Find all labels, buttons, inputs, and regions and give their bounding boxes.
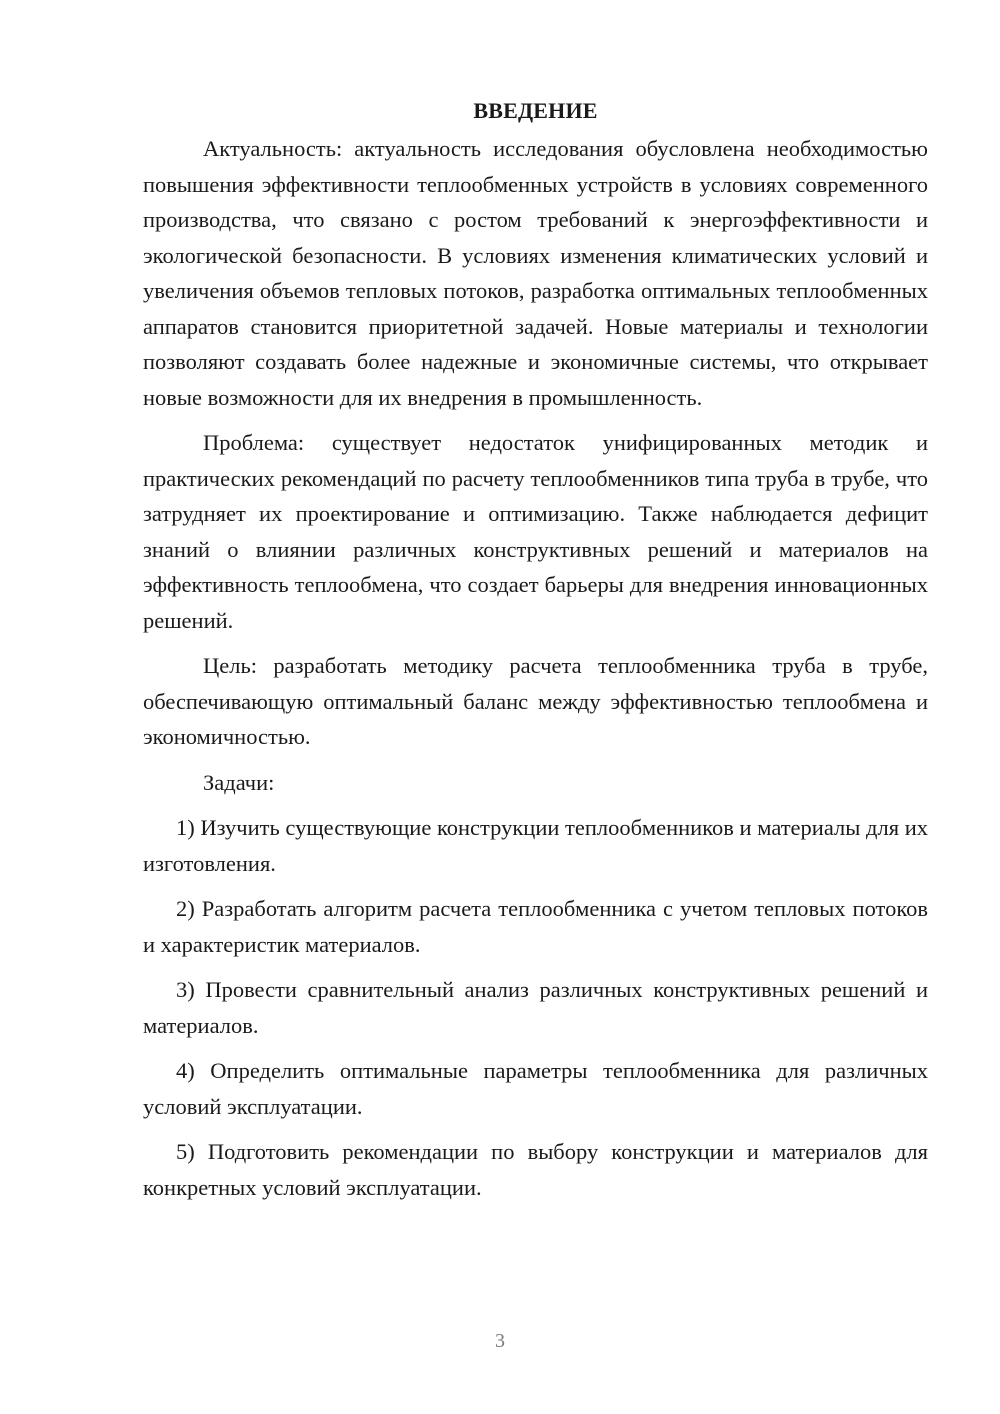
task-item: 1) Изучить существующие конструкции теплообменников и материалы для их изготовления. <box>143 815 928 876</box>
tasks-heading: Задачи: <box>203 769 275 795</box>
section-title: ВВЕДЕНИЕ <box>473 98 598 123</box>
task-item: 2) Разработать алгоритм расчета теплообменника с учетом тепловых потоков и характеристик материалов. <box>143 896 928 957</box>
tasks-list <box>143 810 928 1205</box>
task-item: 4) Определить оптимальные параметры теплообменника для различных условий эксплуатации. <box>143 1058 928 1119</box>
task-item: 3) Провести сравнительный анализ различных конструктивных решений и материалов. <box>143 977 928 1038</box>
task-item: 5) Подготовить рекомендации по выбору конструкции и материалов для конкретных условий эксплуатации. <box>143 1139 928 1200</box>
relevance-paragraph: Актуальность: актуальность исследования обусловлена необходимостью повышения эффективности теплообменных устройств в условиях современного производства, что связано с ростом требований к энергоэффективности и экологической безопасности. В условиях изменения климатических условий и увеличения объемов тепловых потоков, разработка оптимальных теплообменных аппаратов становится приоритетной задачей. Новые материалы и технологии позволяют создавать более надежные и экономичные системы, что открывает новые возможности для их внедрения в промышленность. <box>143 136 928 410</box>
goal-paragraph: Цель: разработать методику расчета теплообменника труба в трубе, обеспечивающую оптимальный баланс между эффективностью теплообмена и экономичностью. <box>143 653 928 749</box>
problem-paragraph: Проблема: существует недостаток унифицированных методик и практических рекомендаций по расчету теплообменников типа труба в трубе, что затрудняет их проектирование и оптимизацию. Также наблюдается дефицит знаний о влиянии различных конструктивных решений и материалов на эффективность теплообмена, что создает барьеры для внедрения инновационных решений. <box>143 430 928 633</box>
page-number: 3 <box>495 1330 505 1352</box>
page-content <box>143 93 928 1215</box>
